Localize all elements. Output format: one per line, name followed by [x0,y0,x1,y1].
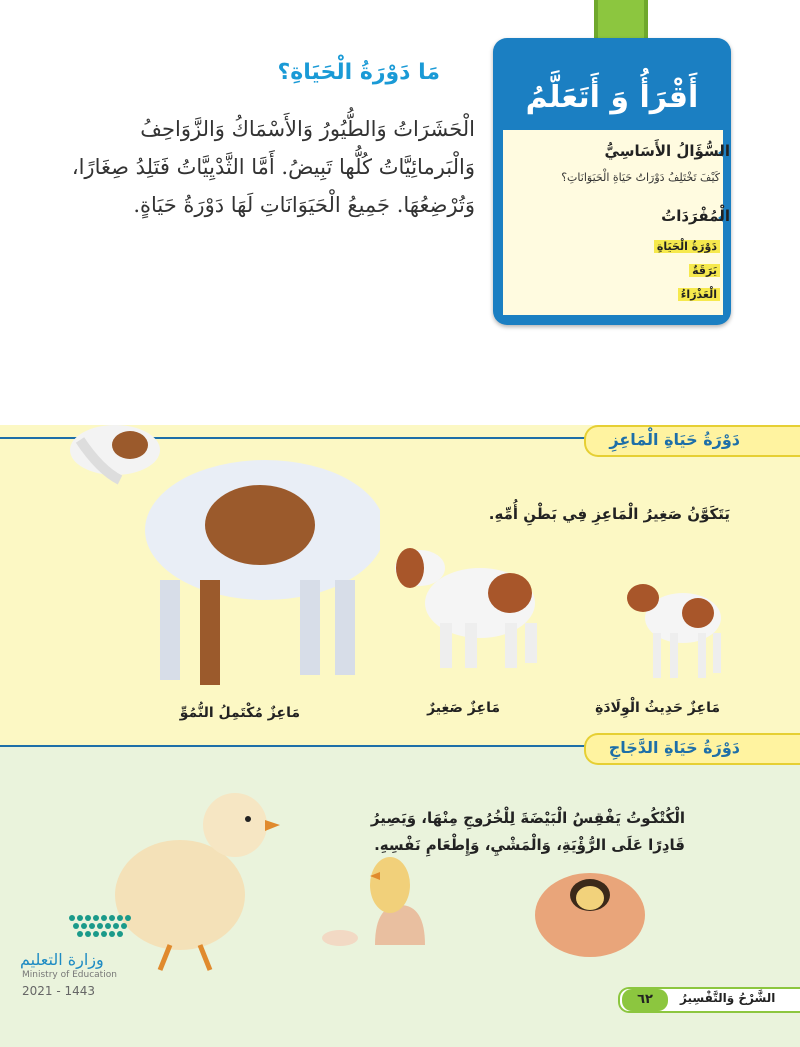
section-question: مَا دَوْرَةُ الْحَيَاةِ؟ [277,60,440,85]
footer-section-label: الشَّرْحُ وَالتَّفْسِيرُ [680,991,776,1005]
ministry-logo-icon [62,910,162,950]
ministry-name-english: Ministry of Education [22,970,117,980]
intro-paragraph [45,110,475,224]
page-number: ٦٢ [622,989,668,1011]
intro-line: الْحَشَرَاتُ وَالطُّيُورُ وَالأَسْمَاكُ وَالزَّوَاحِفُ [140,117,475,141]
card-title: أَقْرَأُ وَ أَتَعَلَّمُ [525,80,699,115]
essential-question: كَيْفَ تَخْتَلِفُ دَوْرَاتُ حَيَاةِ الْحَيَوَانَاتِ؟ [561,171,720,184]
vocab-item: دَوْرَةُ الْحَيَاةِ [654,240,720,253]
chicken-description: الْكُتْكُوتُ يَفْقِسُ الْبَيْضَةَ لِلْخُرُوجِ مِنْهَا، وَيَصِيرُ قَادِرًا عَلَى الرُّؤْيَةِ، وَالْمَشْيِ، وَإِطْعَامِ نَفْسِهِ. [370,809,685,854]
vocab-item: يَرَقَةٌ [689,264,720,277]
caption-young-goat: مَاعِزٌ صَغِيرٌ [427,700,500,716]
hatching-chick-image [315,850,445,950]
adult-goat-image [60,400,380,700]
vocabulary-label: الْمُفْرَدَاتُ [661,207,730,225]
young-goat-image [385,538,555,688]
newborn-goat-image [618,573,728,688]
goat-section-title: دَوْرَةُ حَيَاةِ الْمَاعِزِ [609,430,740,449]
intro-line: وَالْبَرمائِيَّاتُ كُلُّها تَبِيضُ. أَمَّا الثَّدْيِيَّاتُ فَتَلِدُ صِغَارًا، [71,155,475,179]
essential-question-label: السُّؤَالُ الأَسَاسِيُّ [604,142,730,160]
caption-adult-goat: مَاعِزٌ مُكْتَمِلُ النُّمُوِّ [179,705,300,721]
chicken-section-title: دَوْرَةُ حَيَاةِ الدَّجَاجِ [608,738,740,757]
goat-description: يَتَكَوَّنُ صَغِيرُ الْمَاعِزِ فِي بَطْنِ أُمِّهِ. [488,505,730,523]
vocab-item: الْعَذْرَاءُ [678,288,720,301]
caption-newborn-goat: مَاعِزٌ حَدِيثُ الْوِلَادَةِ [595,700,720,716]
egg-image [530,860,650,960]
intro-line: وَتُرْضِعُهَا. جَمِيعُ الْحَيَوَانَاتِ لَهَا دَوْرَةُ حَيَاةٍ. [133,193,475,217]
edition-year: 2021 - 1443 [22,984,96,998]
ministry-name-arabic: وزارة التعليم [20,950,104,969]
